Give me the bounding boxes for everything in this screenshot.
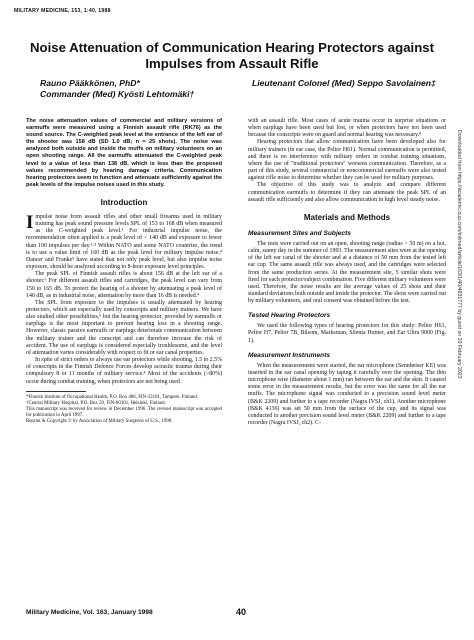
footnote-divider <box>26 391 86 392</box>
article-title: Noise Attenuation of Communication Hearing Protectors against Impulses from Assault Rifle <box>30 40 434 71</box>
footnote: †Central Military Hospital, P.O. Box 50, FIN-00301, Helsinki, Finland. <box>26 400 166 406</box>
download-watermark-text: Downloaded from https://academic.oup.com/milmed/article/163/1/40/4831777 by guest on 20 February 2023 <box>456 130 462 379</box>
subsection-heading: Measurement Instruments <box>248 351 331 359</box>
footnote: This manuscript was received for review in December 1996. The revised manuscript was accepted for publication in April 1997. <box>26 406 222 418</box>
intro-paragraph: The SPL from exposure to the impulses is usually attenuated by hearing protectors, which are especially used by conscripts and military trainers. We have also studied other possibilities,⁵ but the hearing protector, provided by earmuffs or earplugs is the most important to prevent hearing loss in a shooting range. However, classic passive earmuffs or earplugs deteriorate communication between the military trainer and the conscript and can therefore increase the risk of accident. The use of earplugs is considered especially troublesome, and the level of attenuation varies considerably with respect to fit or ear canal properties. <box>26 299 222 356</box>
section-heading-materials: Materials and Methods <box>303 212 391 222</box>
methods-paragraph: When the measurements were started, the ear microphone (Sennheiser KE) was inserted in the ear canal opening by taping it carefully over the opening. The thin microphone wire (diameter about 1 mm) ran between the ear and the skin. It caused some error in the measurement results, but the error was the same for all the ear muffs. The microphone signal was conducted to a precision sound level meter (B&K 2209) and further to a tape recorder (Nagra IVSJ, ch1). Another microphone (B&K 4136) was set 50 mm from the surface of the cup, and its signal was conducted to another precision sound level meter (B&K 2209) and further to a tape recorder (Nagra IVSJ, ch2). C- <box>248 362 446 426</box>
methods-paragraph: The tests were carried out on an open, shooting range (radius > 50 m) on a hot, calm, sunny day in the summer of 1993. The measurement sites were at the opening of the left ear canal of the shooter and at a distance of 50 mm from the tested left ear cup. The same assault rifle was always used, and the cartridges were selected from the same production series. At the measurement site, 5 similar shots were fired for each protector/subject combination. Five different military volunteers were used. Therefore, the noise results are the average values of 25 shots and their standard deviations both outside and inside the protector. The shots were carried out by military volunteers, and oral consent was obtained before the test. <box>248 240 446 305</box>
author-name: Rauno Pääkkönen, PhD* <box>40 78 140 88</box>
footer-citation: Military Medicine, Vol. 163, January 1998 <box>26 609 153 616</box>
drop-cap: I <box>26 211 34 233</box>
subsection-heading: Tested Hearing Protectors <box>248 312 331 320</box>
authors-right <box>252 78 436 89</box>
intro-continued-paragraph: The objective of this study was to analyze and compare different communication earmuffs to determine if they can attenuate the peak SPL of an assault rifle sufficiently and also allow communication in high level steady noise. <box>248 182 446 203</box>
footnote: Reprint & Copyright © by Association of Military Surgeons of U.S., 1998. <box>26 418 173 424</box>
intro-paragraph: The peak SPL of Finnish assault rifles is about 156 dB at the left ear of a shooter.⁶ For different assault rifles and cartridges, the peak level can vary from 150 to 165 dB. To protect the hearing of a shooter by attenuating a peak level of 140 dB, as in industrial noise, attenuation by more than 16 dB is needed.⁴ <box>26 271 222 299</box>
intro-paragraph <box>26 211 222 271</box>
author-name: Lieutenant Colonel (Med) Seppo Savolainen‡ <box>252 78 436 88</box>
intro-paragraph-text: mpulse noise from assault rifles and other small firearms used in military training has peak sound pressure levels SPL of 153 to 168 dB when measured as the C-weighted peak level.¹ For industrial impulse noise, the recommendation often applied is a peak level of < 140 dB and exposure to fewer than 100 impulses per day.²·³ Within NATO and some NATO countries, the trend is to use a value limit of 160 dB as the peak level for military impulse noise.⁴ Dancer and Franke⁵ have stated that not only peak level, but also impulse noise exposure, should be analyzed according to 8-hour exposure level principles. <box>26 213 222 271</box>
left-column <box>26 118 222 425</box>
section-heading-introduction: Introduction <box>100 197 148 207</box>
methods-paragraph: We used the following types of hearing protectors for this study: Peltor H61, Peltor H7, Peltor 7B, Bilsom, Marksman, Silenta Hunter, and Ear Ultra 9000 (Fig. 1). <box>248 323 446 344</box>
footnote: *Finnish Institute of Occupational Health, P.O. Box 486, FIN-33101, Tampere, Finland. <box>26 394 198 400</box>
right-column <box>248 118 446 427</box>
intro-continued-paragraph: with an assault rifle. Most cases of acute trauma occur in surprise situations or when earplugs have been used but lost, or when protectors have not been used because the conscripts were on guard and normal hearing was necessary.⁸ <box>248 118 446 139</box>
subsection-heading: Measurement Sites and Subjects <box>248 229 351 237</box>
authors-left <box>40 78 194 100</box>
download-watermark <box>454 130 466 630</box>
intro-paragraph: In spite of strict orders to always use ear protectors while shooting, 1.5 to 2.5% of conscripts in the Finnish Defence Forces develop acoustic trauma during their compulsory 8 or 11 months of military service.⁸ Most of the accidents (>80%) occur during combat training, when protectors are not being used <box>26 357 222 385</box>
journal-header: MILITARY MEDICINE, 153, 1:40, 1988 <box>14 8 111 14</box>
abstract: The noise attenuation values of commercial and military versions of earmuffs were measured using a Finnish assault rifle (RK76) as the sound source. The C-weighted peak level at the entrance of the left ear of the shooter was 158 dB (SD 1.0 dB; n = 25 shots). The noise was analyzed both outside and inside the muffs on military volunteers on an open shooting range. All the earmuffs attenuated the C-weighted peak level to a value of less than 138 dB, which is less than the proposed values recommended by hearing damage criteria. Communication hearing protectors seem to function and attenuate sufficiently against the peak levels of the impulse noises used in this study. <box>26 118 222 188</box>
intro-continued-paragraph: Hearing protectors that allow communication have been developed also for military trainers (in ear case, the Peltor H61). Normal communication is permitted, and there is no interference with military orders in combat training situations, where the use of "traditional protectors" worsens communication. Therefore, as a part of this study, several commercial or noncommercial earmuffs were also tested against rifle noise to determine whether they can be used for military purposes. <box>248 139 446 182</box>
page-number: 40 <box>236 607 247 617</box>
author-name: Commander (Med) Kyösti Lehtomäki† <box>40 89 195 99</box>
